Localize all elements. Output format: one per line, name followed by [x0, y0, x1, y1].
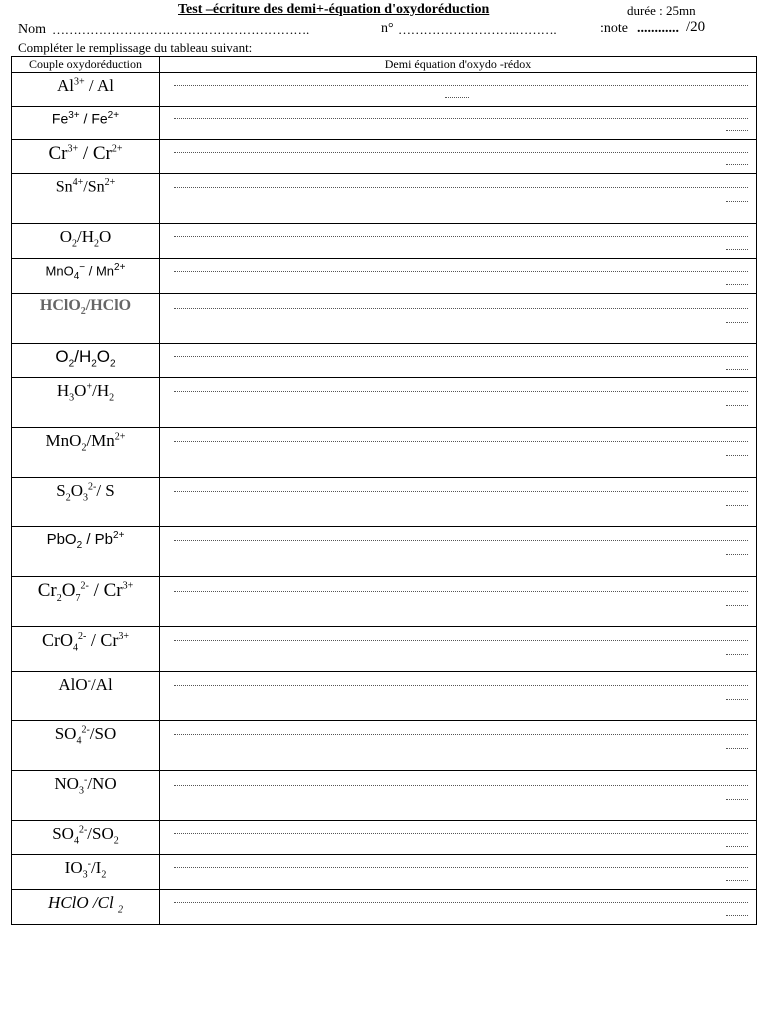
table-row — [12, 890, 757, 925]
equation-field[interactable] — [160, 428, 757, 478]
table-row — [12, 627, 757, 672]
couple-cell: HClO$_2$/HClO — [12, 294, 160, 344]
test-title: Test –écriture des demi+-équation d'oxydoréduction — [178, 2, 490, 17]
equation-field[interactable] — [160, 721, 757, 771]
table-row — [12, 428, 757, 478]
couple-cell: $Sn^{4+}/Sn^{2+}$ — [12, 174, 160, 224]
table-row — [12, 140, 757, 174]
equation-field[interactable] — [160, 224, 757, 259]
table-row — [12, 478, 757, 527]
redox-table — [11, 56, 757, 925]
equation-field[interactable] — [160, 890, 757, 925]
note-field[interactable]: ............ — [637, 21, 679, 36]
note-label: :note — [600, 21, 628, 36]
table-row — [12, 721, 757, 771]
equation-field[interactable] — [160, 672, 757, 721]
equation-field[interactable] — [160, 821, 757, 855]
couple-cell: $NO_3^-/NO$ — [12, 771, 160, 821]
note-total: /20 — [686, 19, 706, 35]
couple-cell: $MnO_4^- / Mn^{2+}$ — [12, 259, 160, 294]
table-row — [12, 855, 757, 890]
number-field[interactable]: ……………………….………. — [398, 22, 557, 37]
table-row — [12, 107, 757, 140]
couple-cell: $Cr^{3+} / Cr^{2+}$ — [12, 140, 160, 174]
couple-cell: $Fe^{3+} / Fe^{2+}$ — [12, 107, 160, 140]
instruction-text: Compléter le remplissage du tableau suivant: — [18, 40, 253, 55]
couple-cell: $IO_3^-/I_2$ — [12, 855, 160, 890]
equation-field[interactable] — [160, 259, 757, 294]
couple-cell: $Al^{3+}$ / Al — [12, 73, 160, 107]
name-field[interactable]: ……………………………………………………. — [52, 22, 309, 37]
table-row — [12, 821, 757, 855]
couple-cell: $MnO_2/Mn^{2+}$ — [12, 428, 160, 478]
number-label: n° — [381, 21, 394, 36]
couple-cell: $O_2/H_2O_2$ — [12, 344, 160, 378]
table-row — [12, 771, 757, 821]
equation-field[interactable] — [160, 855, 757, 890]
name-label: Nom — [18, 22, 46, 37]
duration-label: durée : 25mn — [627, 3, 696, 18]
table-row — [12, 378, 757, 428]
table-row — [12, 672, 757, 721]
equation-field[interactable] — [160, 577, 757, 627]
table-row — [12, 577, 757, 627]
equation-field[interactable] — [160, 527, 757, 577]
table-row — [12, 259, 757, 294]
couple-cell: $SO_4^{2-}/SO$ — [12, 721, 160, 771]
couple-cell: $O_2/H_2O$ — [12, 224, 160, 259]
table-row — [12, 224, 757, 259]
couple-cell: $CrO_4^{2-} / Cr^{3+}$ — [12, 627, 160, 672]
couple-cell: $H_3O^+/H_2$ — [12, 378, 160, 428]
table-row — [12, 73, 757, 107]
equation-field[interactable] — [160, 378, 757, 428]
couple-column-header: Couple oxydoréduction — [12, 57, 160, 73]
equation-column-header: Demi équation d'oxydo -rédox — [160, 57, 757, 73]
couple-cell: $SO_4^{2-}/SO_2$ — [12, 821, 160, 855]
equation-field[interactable] — [160, 478, 757, 527]
couple-cell: $S_2O_3^{2-}/$ S — [12, 478, 160, 527]
couple-cell: AlO-/Al — [12, 672, 160, 721]
table-header-row — [12, 57, 757, 73]
couple-cell: $Cr_2O_7^{2-} / Cr^{3+}$ — [12, 577, 160, 627]
equation-field[interactable] — [160, 107, 757, 140]
couple-cell: HClO /Cl $_2$ — [12, 890, 160, 925]
equation-field[interactable] — [160, 771, 757, 821]
equation-field[interactable] — [160, 140, 757, 174]
table-row — [12, 294, 757, 344]
couple-cell: $PbO_2 / Pb^{2+}$ — [12, 527, 160, 577]
equation-field[interactable] — [160, 344, 757, 378]
equation-field[interactable] — [160, 174, 757, 224]
table-row — [12, 527, 757, 577]
table-row — [12, 344, 757, 378]
table-row — [12, 174, 757, 224]
equation-field[interactable] — [160, 627, 757, 672]
equation-field[interactable] — [160, 294, 757, 344]
equation-field[interactable] — [160, 73, 757, 107]
